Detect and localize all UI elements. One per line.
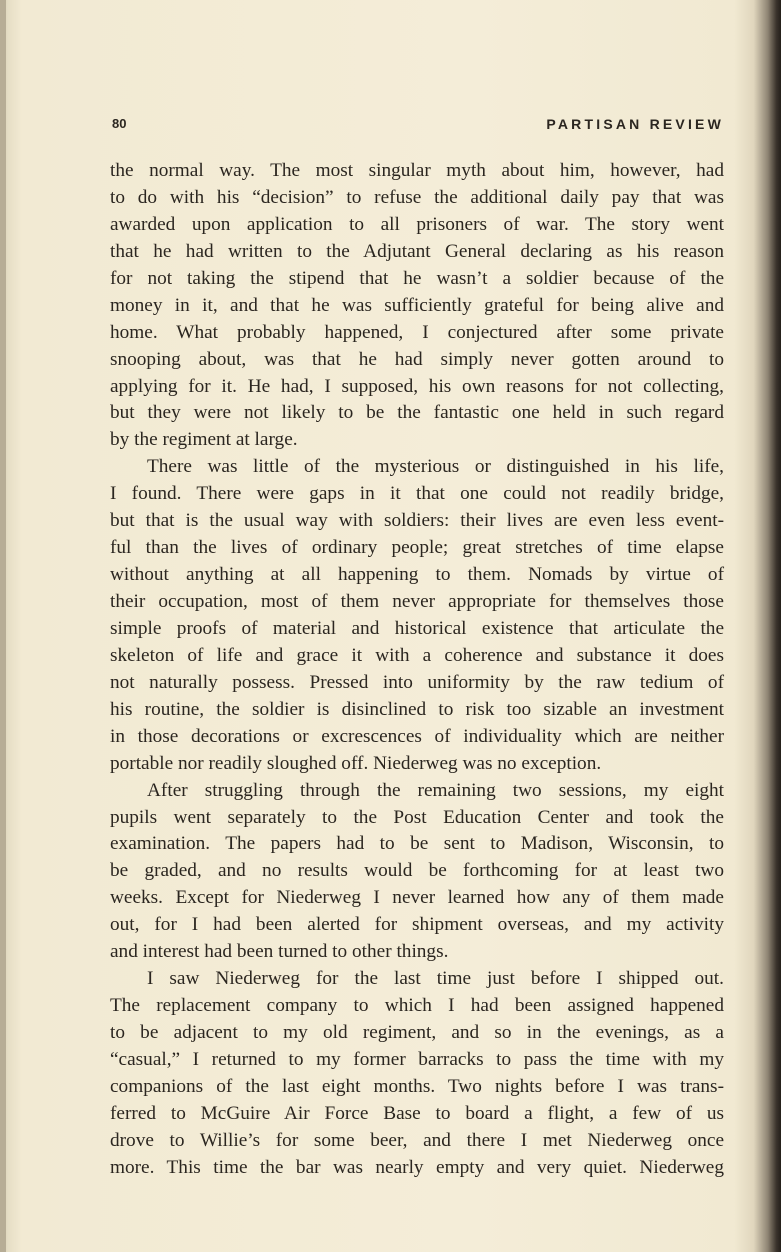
text-line: by the regiment at large. [110,429,298,451]
text-line: for not taking the stipend that he wasn’t a soldier because of the [110,267,724,289]
page-header [112,116,724,138]
text-line: home. What probably happened, I conjectured after some private [110,321,724,343]
paragraph [110,454,724,777]
text-line: not naturally possess. Pressed into uniformity by the raw tedium of [110,671,724,693]
text-line: I found. There were gaps in it that one could not readily bridge, [110,483,724,505]
text-line: be graded, and no results would be forthcoming for at least two [110,860,724,882]
paragraph [110,778,724,967]
text-line: their occupation, most of them never appropriate for themselves those [110,591,724,612]
text-line: companions of the last eight months. Two nights before I was trans- [110,1075,724,1097]
text-line: ferred to McGuire Air Force Base to board a flight, a few of us [110,1102,724,1124]
text-line: “casual,” I returned to my former barracks to pass the time with my [110,1048,724,1070]
page-number: 80 [112,116,127,131]
text-line: There was little of the mysterious or distinguished in his life, [147,456,724,478]
text-line: money in it, and that he was sufficiently grateful for being alive and [110,294,724,316]
body-text [110,158,724,1182]
text-line: pupils went separately to the Post Education Center and took the [110,806,724,828]
text-line: that he had written to the Adjutant General declaring as his reason [110,240,724,262]
text-line: and interest had been turned to other things. [110,941,449,963]
text-line: his routine, the soldier is disinclined to risk too sizable an investment [110,698,724,720]
text-line: The replacement company to which I had been assigned happened [110,995,724,1017]
text-line: ful than the lives of ordinary people; great stretches of time elapse [110,537,724,559]
text-line: weeks. Except for Niederweg I never learned how any of them made [110,887,724,909]
running-title: PARTISAN REVIEW [546,116,724,132]
paragraph [110,966,724,1182]
text-line: After struggling through the remaining two sessions, my eight [147,779,724,801]
text-line: but that is the usual way with soldiers: their lives are even less event- [110,510,724,532]
text-line: portable nor readily sloughed off. Niederweg was no exception. [110,752,602,774]
text-line: more. This time the bar was nearly empty and very quiet. Niederweg [110,1156,724,1178]
text-line: to do with his “decision” to refuse the additional daily pay that was [110,186,724,208]
text-line: out, for I had been alerted for shipment overseas, and my activity [110,914,724,936]
text-line: to be adjacent to my old regiment, and so in the evenings, as a [110,1022,724,1043]
text-line: I saw Niederweg for the last time just before I shipped out. [147,968,724,990]
text-line: snooping about, was that he had simply never gotten around to [110,348,724,370]
text-line: drove to Willie’s for some beer, and there I met Niederweg once [110,1129,724,1151]
text-line: examination. The papers had to be sent to Madison, Wisconsin, to [110,833,724,855]
text-line: in those decorations or excrescences of individuality which are neither [110,725,724,747]
text-line: awarded upon application to all prisoners of war. The story went [110,213,724,235]
text-line: simple proofs of material and historical existence that articulate the [110,617,724,639]
text-line: skeleton of life and grace it with a coherence and substance it does [110,644,724,666]
text-line: without anything at all happening to them. Nomads by virtue of [110,564,724,586]
text-line: the normal way. The most singular myth about him, however, had [110,160,724,181]
text-line: but they were not likely to be the fantastic one held in such regard [110,402,724,424]
paragraph [110,158,724,454]
page-gutter-shadow [0,0,6,1252]
text-line: applying for it. He had, I supposed, his own reasons for not collecting, [110,375,724,397]
